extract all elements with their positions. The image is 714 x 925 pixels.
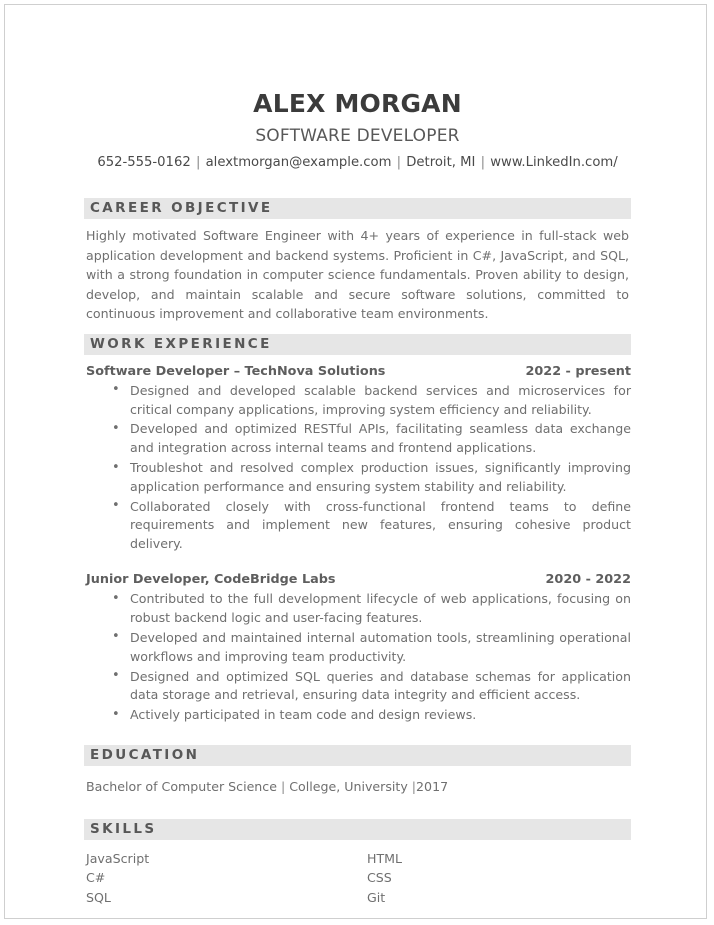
work-bullet: • Contributed to the full development lifecycle of web applications, focusing on robust backend logic and user-facing features.: [86, 590, 631, 628]
work-entry-dates: 2022 - present: [525, 363, 631, 379]
work-bullet: • Developed and optimized RESTful APIs, facilitating seamless data exchange and integration across internal teams and frontend applications.: [86, 420, 631, 458]
work-bullet: • Designed and developed scalable backend services and microservices for critical company applications, improving system efficiency and reliability.: [86, 382, 631, 420]
resume-header: [84, 90, 631, 171]
education-year: 2017: [416, 778, 449, 794]
work-bullet: • Designed and optimized SQL queries and database schemas for application data storage and retrieval, ensuring data integrity and efficient access.: [86, 668, 631, 706]
section-heading-skills: SKILLS: [84, 819, 631, 840]
work-entry: [84, 364, 631, 555]
contact-phone: 652-555-0162: [97, 155, 191, 171]
work-entry-role: Junior Developer, CodeBridge Labs: [86, 572, 336, 588]
contact-email[interactable]: alextmorgan@example.com: [205, 155, 392, 171]
education-entry: [84, 778, 631, 796]
work-entry-bullets: [86, 590, 631, 725]
skill-item: HTML: [367, 850, 403, 866]
skill-item: SQL: [86, 889, 111, 905]
work-entry-bullets: [86, 382, 631, 554]
education-separator: |: [280, 778, 286, 794]
section-heading-career-objective: CAREER OBJECTIVE: [84, 198, 631, 219]
contact-separator: |: [195, 155, 201, 171]
education-institution: College, University: [289, 778, 408, 794]
contact-location: Detroit, MI: [406, 155, 476, 171]
career-objective-text: Highly motivated Software Engineer with 4+ years of experience in full-stack web application development and backend systems. Proficient in C#, JavaScript, and SQL, with a strong foundation in computer science fundamentals. Proven ability to design, develop, and maintain scalable and secure software solutions, committed to continuous improvement and collaborative team environments.: [86, 228, 629, 322]
contact-website[interactable]: www.LinkedIn.com/: [490, 155, 618, 171]
work-entry-header: [86, 572, 631, 587]
resume-content: [84, 5, 631, 907]
work-bullet: • Developed and maintained internal automation tools, streamlining operational workflows and improving team productivity.: [86, 629, 631, 667]
skills-list: [84, 849, 631, 907]
resume-page: [4, 4, 707, 919]
contact-line: [84, 155, 631, 171]
work-bullet: • Troubleshot and resolved complex production issues, significantly improving application performance and ensuring system stability and reliability.: [86, 459, 631, 497]
contact-separator: |: [480, 155, 486, 171]
education-degree: Bachelor of Computer Science: [86, 778, 277, 794]
work-bullet: • Actively participated in team code and design reviews.: [86, 706, 631, 725]
section-heading-education: EDUCATION: [84, 745, 631, 766]
work-entry-header: [86, 364, 631, 379]
skill-item: CSS: [367, 870, 392, 886]
candidate-name: ALEX MORGAN: [253, 89, 462, 118]
section-heading-work-experience: WORK EXPERIENCE: [84, 334, 631, 355]
education-separator: |: [411, 778, 417, 794]
work-entry-role: Software Developer – TechNova Solutions: [86, 363, 386, 379]
work-entry-dates: 2020 - 2022: [545, 572, 631, 588]
skill-item: Git: [367, 889, 386, 905]
contact-separator: |: [396, 155, 402, 171]
candidate-title: SOFTWARE DEVELOPER: [255, 125, 460, 146]
skill-item: JavaScript: [86, 850, 150, 866]
skill-item: C#: [86, 870, 106, 886]
work-entry: [84, 572, 631, 725]
work-bullet: • Collaborated closely with cross-functional frontend teams to define requirements and implement new features, ensuring cohesive product delivery.: [86, 498, 631, 554]
